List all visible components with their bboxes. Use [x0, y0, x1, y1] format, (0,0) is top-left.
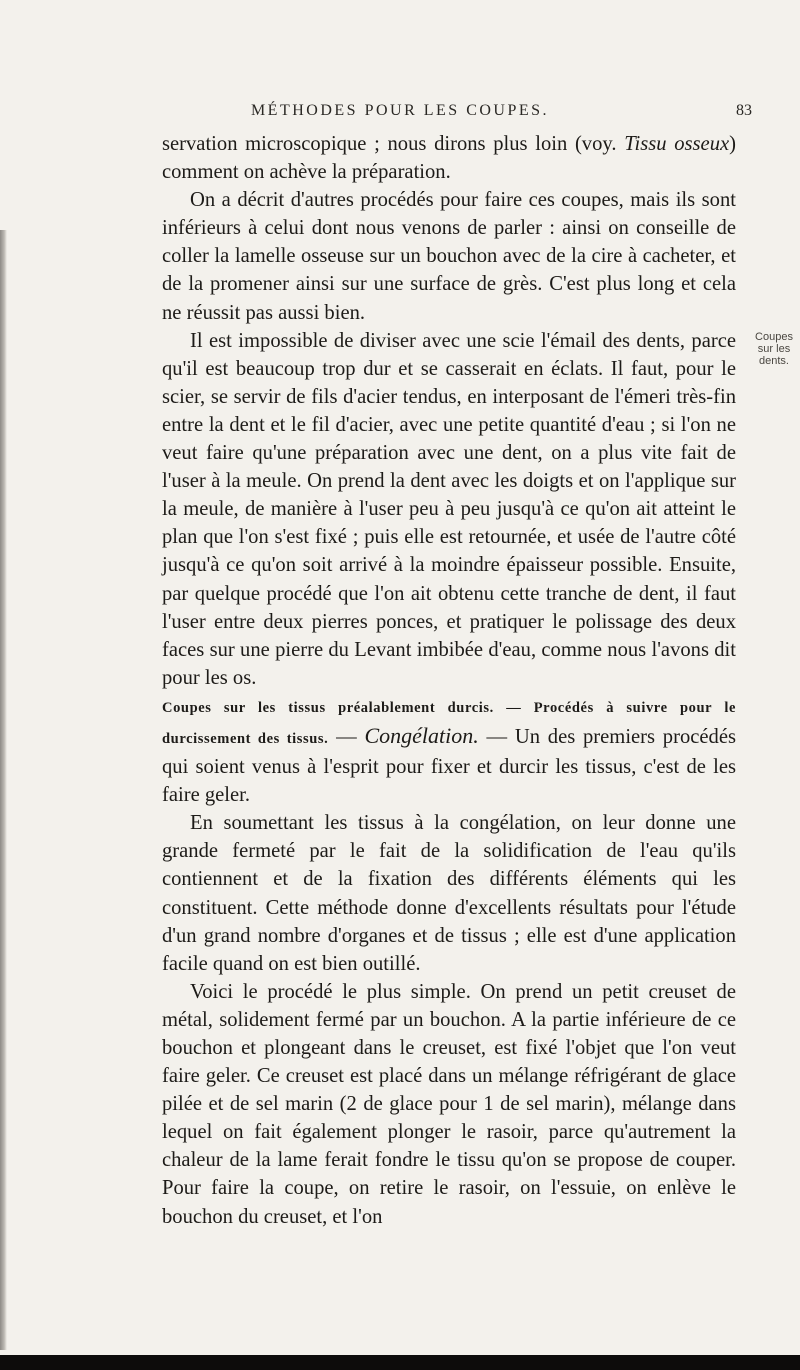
- paragraph-1-end: ) comment on achève la préparation.: [162, 133, 736, 184]
- section-subheading: Congélation.: [364, 722, 479, 748]
- section-heading-paragraph: Coupes sur les tissus préalablement durcis. — Procédés à suivre pour le durcissement des tissus. — Congélation. — Un des premiers procédés qui soient venus à l'esprit pour fixer et durcir les tissus, c'est de les faire geler.: [162, 699, 736, 807]
- paragraph-1: [162, 130, 736, 186]
- margin-note: [748, 331, 800, 367]
- paragraph-5: En soumettant les tissus à la congélation, on leur donne une grande fermeté par le fait de la solidification de l'eau qu'ils contiennent et de la fixation des différents éléments qui les constituent. Cette méthode donne d'excellents résultats pour l'étude d'un grand nombre d'organes et de tissus ; elle est d'une application facile quand on est bien outillé.: [162, 812, 736, 975]
- margin-note-line-1: Coupes: [755, 331, 793, 343]
- paragraph-1-italic-ref: Tissu osseux: [624, 133, 730, 155]
- paragraph-1-start: servation microscopique ; nous dirons plus loin (voy.: [162, 133, 625, 155]
- paragraph-2: On a décrit d'autres procédés pour faire ces coupes, mais ils sont inférieurs à celui dont nous venons de parler : ainsi on conseille de coller la lamelle osseuse sur un bouchon avec de la cire à cacheter, et de la promener ainsi sur une surface de grès. C'est plus long et cela ne réussit pas aussi bien.: [162, 189, 736, 324]
- page-number: 83: [736, 102, 752, 119]
- paragraph-4: Un des premiers procédés qui soient venus à l'esprit pour fixer et durcir les tissus, c'est de les faire geler.: [162, 725, 736, 807]
- body-text: [162, 130, 736, 1231]
- page-bottom-edge: [0, 1355, 800, 1370]
- running-head-title: MÉTHODES POUR LES COUPES.: [250, 102, 550, 119]
- page-edge-shadow: [0, 230, 7, 1350]
- paragraph-3: Il est impossible de diviser avec une scie l'émail des dents, parce qu'il est beaucoup trop dur et se casserait en éclats. Il faut, pour le scier, se servir de fils d'acier tendus, en interposant de l'émeri très-fin entre la dent et le fil d'acier, avec une petite quantité d'eau ; si l'on ne veut faire qu'une préparation avec une dent, on a plus vite fait de l'user à la meule. On prend la dent avec les doigts et on l'applique sur la meule, de manière à l'user peu à peu jusqu'à ce qu'on ait atteint le plan que l'on s'est fixé ; puis elle est retournée, et usée de l'autre côté jusqu'à ce qu'on soit arrivé à la moindre épaisseur possible. Ensuite, par quelque procédé que l'on ait obtenu cette tranche de dent, il faut l'user entre deux pierres ponces, et pratiquer le polissage des deux faces sur une pierre du Levant imbibée d'eau, comme nous l'avons dit pour les os.: [162, 329, 736, 689]
- margin-note-line-2: sur les dents.: [757, 343, 791, 367]
- paragraph-6: Voici le procédé le plus simple. On prend un petit creuset de métal, solidement fermé par un bouchon. A la partie inférieure de ce bouchon et plongeant dans le creuset, est fixé l'objet que l'on veut faire geler. Ce creuset est placé dans un mélange réfrigérant de glace pilée et de sel marin (2 de glace pour 1 de sel marin), mélange dans lequel on fait également plonger le rasoir, parce qu'autrement la chaleur de la lame ferait fondre le tissu qu'on se propose de couper. Pour faire la coupe, on retire le rasoir, on l'essuie, on enlève le bouchon du creuset, et l'on: [162, 980, 736, 1228]
- section-heading: Coupes sur les tissus préalablement durcis. — Procédés à suivre pour le durcissement des tissus.: [162, 699, 736, 747]
